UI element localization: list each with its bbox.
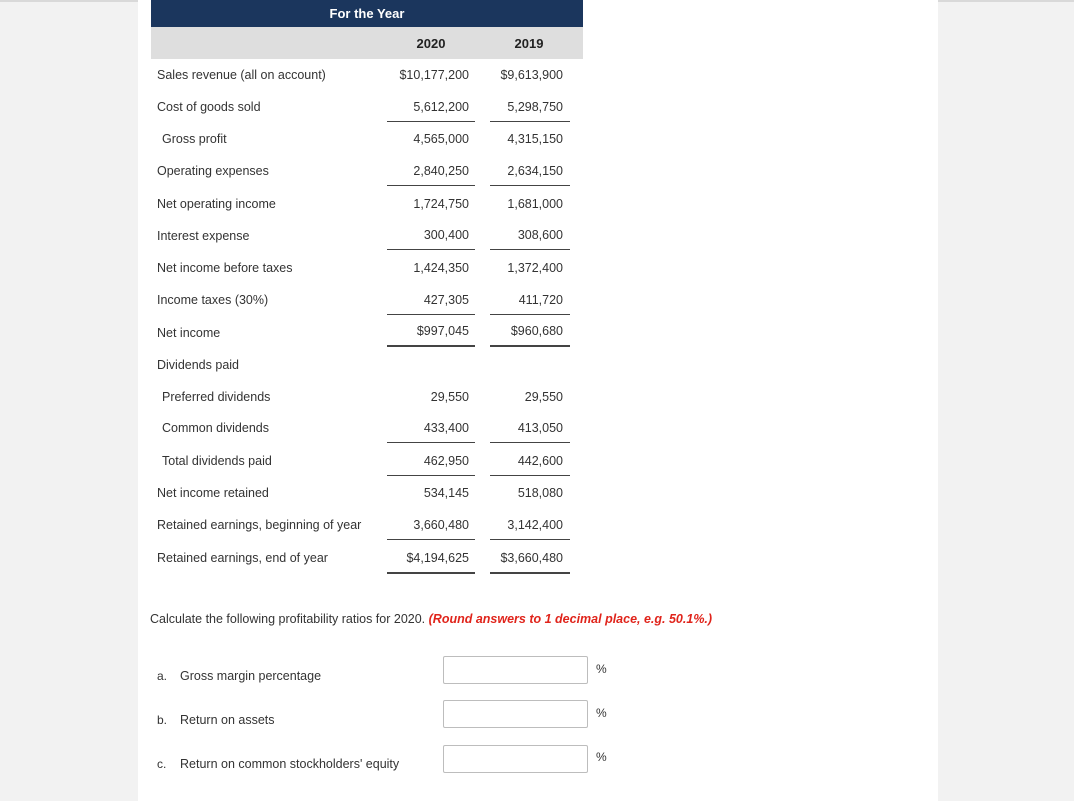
row-label: Net operating income xyxy=(157,197,276,211)
underline xyxy=(387,475,475,476)
row-value-2020: 2,840,250 xyxy=(413,164,469,178)
question-text xyxy=(150,612,712,626)
row-label: Interest expense xyxy=(157,229,250,243)
row-value-2020: 3,660,480 xyxy=(413,518,469,532)
row-value-2019: 1,681,000 xyxy=(507,197,563,211)
item-label-return-on-equity: Return on common stockholders' equity xyxy=(180,757,400,771)
underline xyxy=(387,249,475,250)
gross-margin-input[interactable] xyxy=(443,656,588,684)
underline xyxy=(490,314,570,315)
percent-unit: % xyxy=(596,662,607,676)
row-value-2020: 300,400 xyxy=(423,228,469,242)
row-value-2019: 3,142,400 xyxy=(507,518,563,532)
row-label: Net income xyxy=(157,326,221,340)
underline xyxy=(387,185,475,186)
return-on-equity-input[interactable] xyxy=(443,745,588,773)
double-underline xyxy=(490,345,570,347)
row-label: Dividends paid xyxy=(157,358,239,372)
double-underline xyxy=(387,345,475,347)
item-label-gross-margin: Gross margin percentage xyxy=(180,669,322,683)
underline xyxy=(490,249,570,250)
row-value-2020: 1,424,350 xyxy=(413,261,469,275)
row-value-2019: $3,660,480 xyxy=(500,551,563,565)
row-label: Sales revenue (all on account) xyxy=(157,68,326,82)
row-value-2020: 1,724,750 xyxy=(413,197,469,211)
row-value-2019: 518,080 xyxy=(517,486,563,500)
underline xyxy=(490,185,570,186)
row-value-2020: $997,045 xyxy=(416,324,469,338)
statement-header: For the Year xyxy=(151,0,583,27)
row-value-2020: $10,177,200 xyxy=(399,68,469,82)
row-value-2019: $9,613,900 xyxy=(500,68,563,82)
row-value-2019: 4,315,150 xyxy=(507,132,563,146)
rounding-hint: (Round answers to 1 decimal place, e.g. 50.1%.) xyxy=(428,612,713,626)
underline xyxy=(490,442,570,443)
row-value-2020: 534,145 xyxy=(423,486,469,500)
row-value-2020: 427,305 xyxy=(423,293,469,307)
row-label: Net income retained xyxy=(157,486,269,500)
row-value-2019: $960,680 xyxy=(510,324,563,338)
row-label: Operating expenses xyxy=(157,164,269,178)
row-label: Gross profit xyxy=(162,132,227,146)
row-label: Total dividends paid xyxy=(162,454,272,468)
row-value-2019: 442,600 xyxy=(517,454,563,468)
row-value-2019: 413,050 xyxy=(517,421,563,435)
question-prompt: Calculate the following profitability ratios for 2020. xyxy=(150,612,426,626)
row-label: Preferred dividends xyxy=(162,390,271,404)
percent-unit: % xyxy=(596,706,607,720)
underline xyxy=(490,475,570,476)
underline xyxy=(490,121,570,122)
row-value-2019: 2,634,150 xyxy=(507,164,563,178)
row-value-2020: $4,194,625 xyxy=(406,551,469,565)
item-letter: b. xyxy=(157,713,168,727)
item-letter: a. xyxy=(157,669,168,683)
row-value-2019: 308,600 xyxy=(517,228,563,242)
year-2019-header: 2019 xyxy=(514,36,544,51)
row-value-2019: 411,720 xyxy=(518,293,563,307)
row-value-2019: 29,550 xyxy=(524,390,563,404)
row-label: Net income before taxes xyxy=(157,261,293,275)
item-label-return-on-assets: Return on assets xyxy=(180,713,275,727)
row-label: Retained earnings, beginning of year xyxy=(157,518,362,532)
underline xyxy=(387,121,475,122)
row-value-2020: 29,550 xyxy=(430,390,469,404)
row-value-2019: 1,372,400 xyxy=(507,261,563,275)
item-letter: c. xyxy=(157,757,167,771)
row-value-2020: 462,950 xyxy=(423,454,469,468)
row-label: Retained earnings, end of year xyxy=(157,551,328,565)
row-label: Cost of goods sold xyxy=(157,100,261,114)
underline xyxy=(387,539,475,540)
double-underline xyxy=(387,572,475,574)
year-2020-header: 2020 xyxy=(416,36,446,51)
underline xyxy=(490,539,570,540)
underline xyxy=(387,314,475,315)
row-value-2020: 4,565,000 xyxy=(413,132,469,146)
underline xyxy=(387,442,475,443)
row-value-2019: 5,298,750 xyxy=(507,100,563,114)
percent-unit: % xyxy=(596,750,607,764)
row-value-2020: 433,400 xyxy=(423,421,469,435)
return-on-assets-input[interactable] xyxy=(443,700,588,728)
row-label: Common dividends xyxy=(162,421,269,435)
double-underline xyxy=(490,572,570,574)
row-value-2020: 5,612,200 xyxy=(413,100,469,114)
row-label: Income taxes (30%) xyxy=(157,293,269,307)
